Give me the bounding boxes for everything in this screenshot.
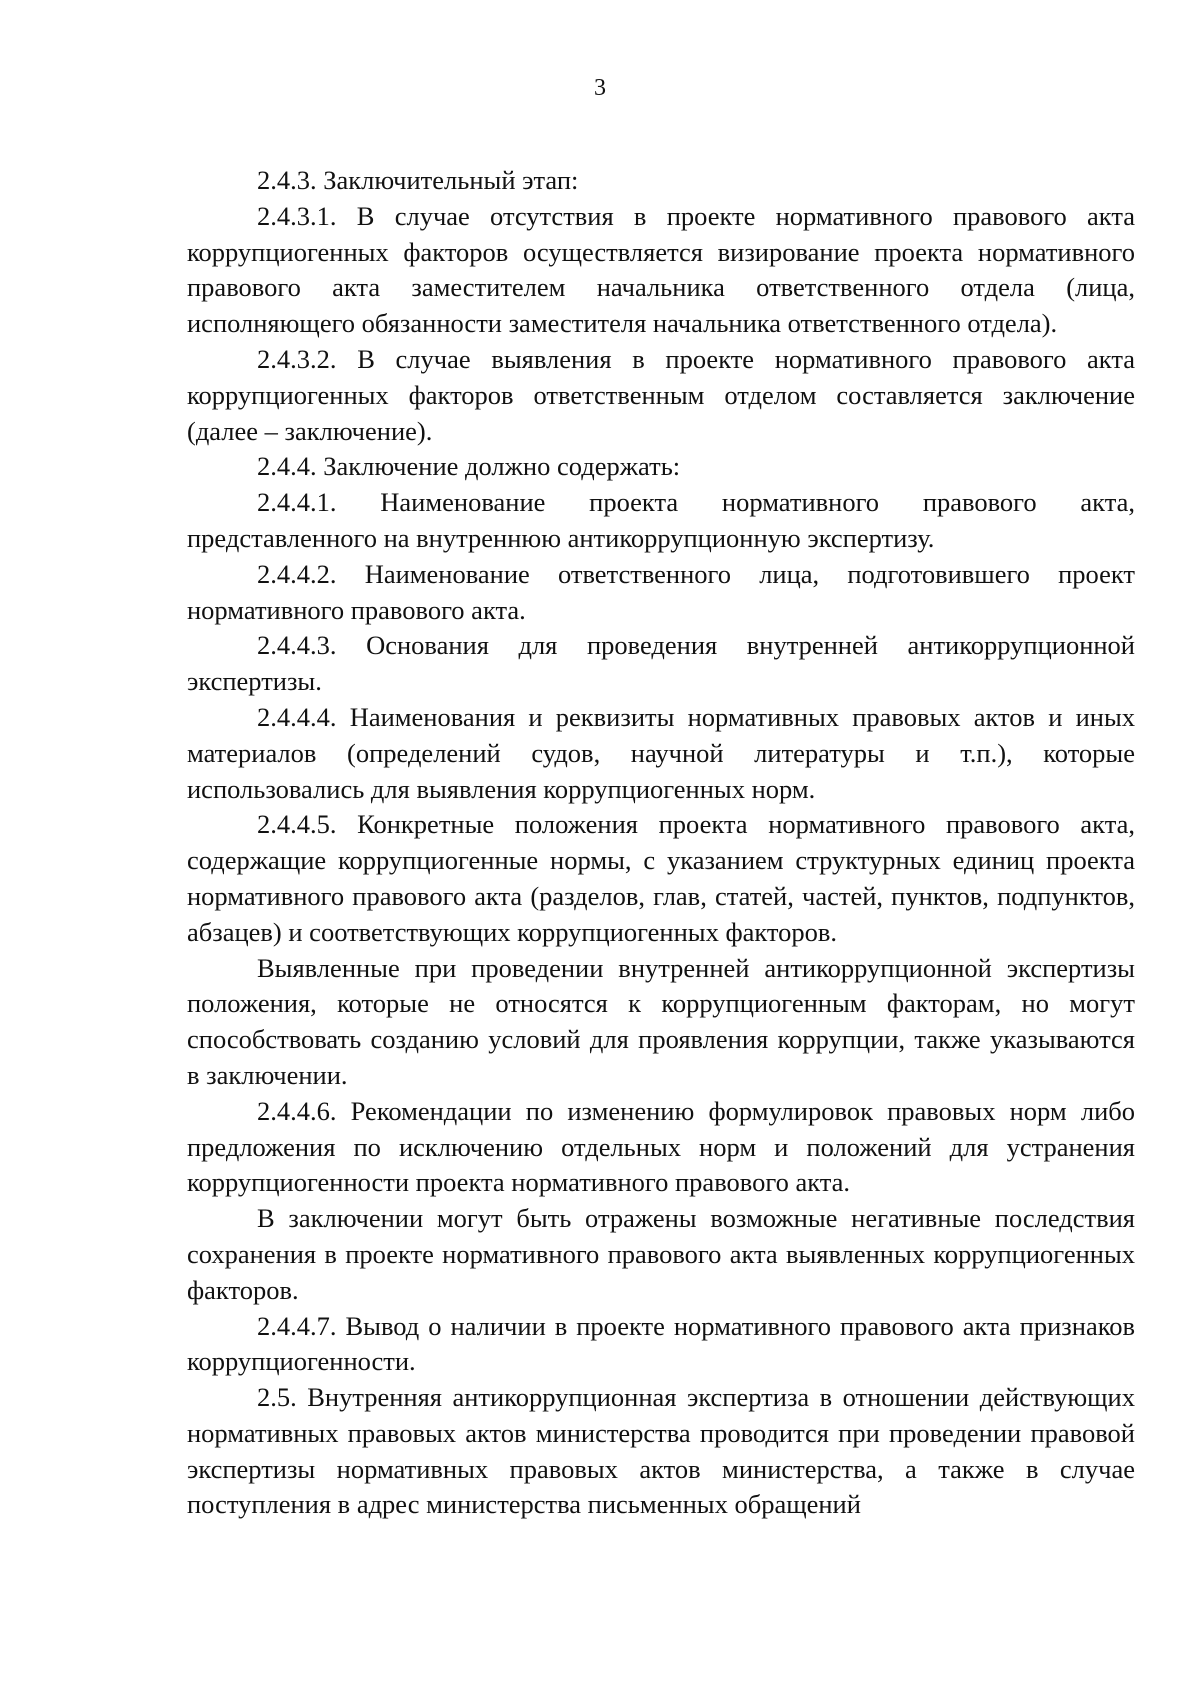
paragraph-2-4-4-3: 2.4.4.3. Основания для проведения внутренней антикоррупционной экспертизы.	[187, 630, 1135, 697]
page-number: 3	[594, 75, 606, 101]
document-body	[187, 163, 1135, 1523]
paragraph-2-4-4-7: 2.4.4.7. Вывод о наличии в проекте нормативного правового акта признаков коррупциогенности.	[187, 1310, 1135, 1377]
paragraph-2-4-3-1: 2.4.3.1. В случае отсутствия в проекте нормативного правового акта коррупциогенных факторов осуществляется визирование проекта нормативного правового акта заместителем начальника ответственного отдела (лица, исполняющего обязанности заместителя начальника ответственного отдела).	[187, 200, 1135, 339]
paragraph-2-4-4-1: 2.4.4.1. Наименование проекта нормативного правового акта, представленного на внутреннюю антикоррупционную экспертизу.	[187, 487, 1135, 553]
paragraph-identified-provisions: Выявленные при проведении внутренней антикоррупционной экспертизы положения, которые не относятся к коррупциогенным факторам, но могут способствовать созданию условий для проявления коррупции, также указываются в заключении.	[187, 952, 1135, 1090]
paragraph-2-4-4-2: 2.4.4.2. Наименование ответственного лица, подготовившего проект нормативного правового акта.	[187, 558, 1135, 625]
paragraph-2-4-4: 2.4.4. Заключение должно содержать:	[257, 451, 681, 482]
paragraph-2-4-4-4: 2.4.4.4. Наименования и реквизиты нормативных правовых актов и иных материалов (определений судов, научной литературы и т.п.), которые использовались для выявления коррупциогенных норм.	[187, 701, 1135, 804]
paragraph-2-4-3: 2.4.3. Заключительный этап:	[257, 165, 579, 195]
paragraph-2-5: 2.5. Внутренняя антикоррупционная экспертиза в отношении действующих нормативных правовых актов министерства проводится при проведении правовой экспертизы нормативных правовых актов министерства, а также в случае поступления в адрес министерства письменных обращений	[187, 1382, 1135, 1520]
paragraph-negative-consequences: В заключении могут быть отражены возможные негативные последствия сохранения в проекте нормативного правового акта выявленных коррупциогенных факторов.	[187, 1203, 1135, 1305]
paragraph-2-4-3-2: 2.4.3.2. В случае выявления в проекте нормативного правового акта коррупциогенных факторов ответственным отделом составляется заключение (далее – заключение).	[187, 343, 1135, 446]
paragraph-2-4-4-6: 2.4.4.6. Рекомендации по изменению формулировок правовых норм либо предложения по исключению отдельных норм и положений для устранения коррупциогенности проекта нормативного правового акта.	[187, 1095, 1135, 1198]
paragraph-2-4-4-5: 2.4.4.5. Конкретные положения проекта нормативного правового акта, содержащие коррупциогенные нормы, с указанием структурных единиц проекта нормативного правового акта (разделов, глав, статей, частей, пунктов, подпунктов, абзацев) и соответствующих коррупциогенных факторов.	[187, 809, 1135, 947]
